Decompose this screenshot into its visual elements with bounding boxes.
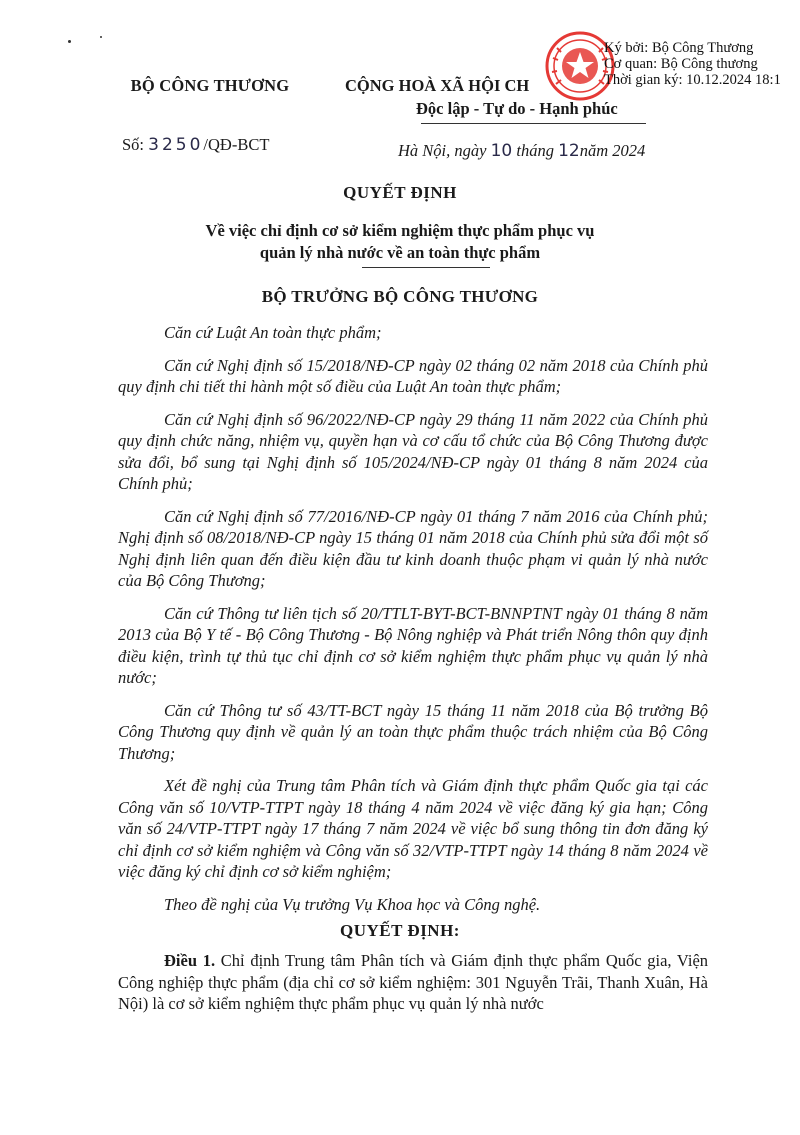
country-name: CỘNG HOÀ XÃ HỘI CH (345, 76, 530, 95)
agency-name: BỘ CÔNG THƯƠNG (130, 76, 290, 95)
motto-underline (421, 123, 646, 124)
preamble (118, 322, 708, 926)
date-month: 12 (558, 141, 580, 161)
subject-line-1: Về việc chỉ định cơ sở kiểm nghiệm thực phẩm phục vụ (205, 221, 595, 240)
signature-organization: Cơ quan: Bộ Công thương (604, 56, 758, 72)
issuing-authority: BỘ TRƯỞNG BỘ CÔNG THƯƠNG (261, 287, 539, 306)
preamble-paragraph: Căn cứ Nghị định số 96/2022/NĐ-CP ngày 29 tháng 11 năm 2022 của Chính phủ quy định chức năng, nhiệm vụ, quyền hạn và cơ cấu tổ chức của Bộ Công Thương được sửa đổi, bổ sung tại Nghị định số 105/2024/NĐ-CP ngày 01 tháng 8 năm 2024 của Chính phủ; (118, 409, 708, 493)
preamble-paragraph: Xét đề nghị của Trung tâm Phân tích và Giám định thực phẩm Quốc gia tại các Công văn số 10/VTP-TTPT ngày 18 tháng 4 năm 2024 về việc đăng ký gia hạn; Công văn số 24/VTP-TTPT ngày 17 tháng 7 năm 2024 về việc bổ sung thông tin đơn đăng ký chỉ định cơ sở kiểm nghiệm và Công văn số 32/VTP-TTPT ngày 14 tháng 8 năm 2024 về việc đăng ký chỉ định cơ sở kiểm nghiệm; (118, 776, 708, 881)
article-1-label: Điều 1. (164, 951, 216, 970)
signature-signer: Ký bởi: Bộ Công Thương (604, 40, 754, 56)
date-day: 10 (490, 141, 513, 161)
doc-number-handwritten: 3250 (148, 135, 204, 155)
date-place-text: Hà Nội, ngày (398, 141, 487, 160)
date-year: năm 2024 (579, 141, 646, 160)
decision-heading: QUYẾT ĐỊNH: (340, 921, 460, 940)
preamble-paragraph: Căn cứ Nghị định số 77/2016/NĐ-CP ngày 01 tháng 7 năm 2016 của Chính phủ; Nghị định số 08/2018/NĐ-CP ngày 15 tháng 01 năm 2018 của Chính phủ sửa đổi một số Nghị định liên quan đến điều kiện đầu tư kinh doanh thuộc phạm vi quản lý nhà nước của Bộ Công Thương; (118, 506, 708, 590)
subject-line-2: quản lý nhà nước về an toàn thực phẩm (259, 243, 541, 262)
document-number (122, 135, 269, 155)
doc-number-prefix: Số: (122, 135, 145, 154)
doc-number-suffix: /QĐ-BCT (203, 135, 270, 154)
document-subject (0, 220, 800, 264)
preamble-paragraph: Căn cứ Thông tư số 43/TT-BCT ngày 15 tháng 11 năm 2018 của Bộ trưởng Bộ Công Thương quy định về quản lý an toàn thực phẩm thuộc trách nhiệm của Bộ Công Thương; (118, 700, 708, 763)
signature-time: Thời gian ký: 10.12.2024 18:1 (604, 72, 781, 88)
preamble-paragraph: Căn cứ Luật An toàn thực phẩm; (164, 323, 382, 342)
place-date (398, 141, 645, 161)
document-title: QUYẾT ĐỊNH (343, 183, 457, 202)
preamble-paragraph: Theo đề nghị của Vụ trưởng Vụ Khoa học và Công nghệ. (164, 894, 541, 914)
article-1-text: Chỉ định Trung tâm Phân tích và Giám định thực phẩm Quốc gia, Viện Công nghiệp thực phẩm (địa chỉ cơ sở kiểm nghiệm: 301 Nguyễn Trãi, Thanh Xuân, Hà Nội) là cơ sở kiểm nghiệm thực phẩm phục vụ quản lý nhà nước (118, 951, 709, 1013)
digital-signature (543, 28, 800, 108)
preamble-paragraph: Căn cứ Thông tư liên tịch số 20/TTLT-BYT-BCT-BNNPTNT ngày 01 tháng 8 năm 2013 của Bộ Y tế - Bộ Công Thương - Bộ Nông nghiệp và Phát triển Nông thôn quy định điều kiện, trình tự thủ tục chỉ định cơ sở kiểm nghiệm thực phẩm phục vụ quản lý nhà nước; (118, 603, 708, 687)
preamble-paragraph: Căn cứ Nghị định số 15/2018/NĐ-CP ngày 02 tháng 02 năm 2018 của Chính phủ quy định chi tiết thi hành một số điều của Luật An toàn thực phẩm; (118, 355, 708, 396)
subject-underline (362, 267, 490, 268)
national-motto: Độc lập - Tự do - Hạnh phúc (416, 99, 618, 118)
agency-header (100, 76, 320, 96)
date-month-label: tháng (516, 141, 554, 160)
article-1 (118, 950, 708, 1015)
